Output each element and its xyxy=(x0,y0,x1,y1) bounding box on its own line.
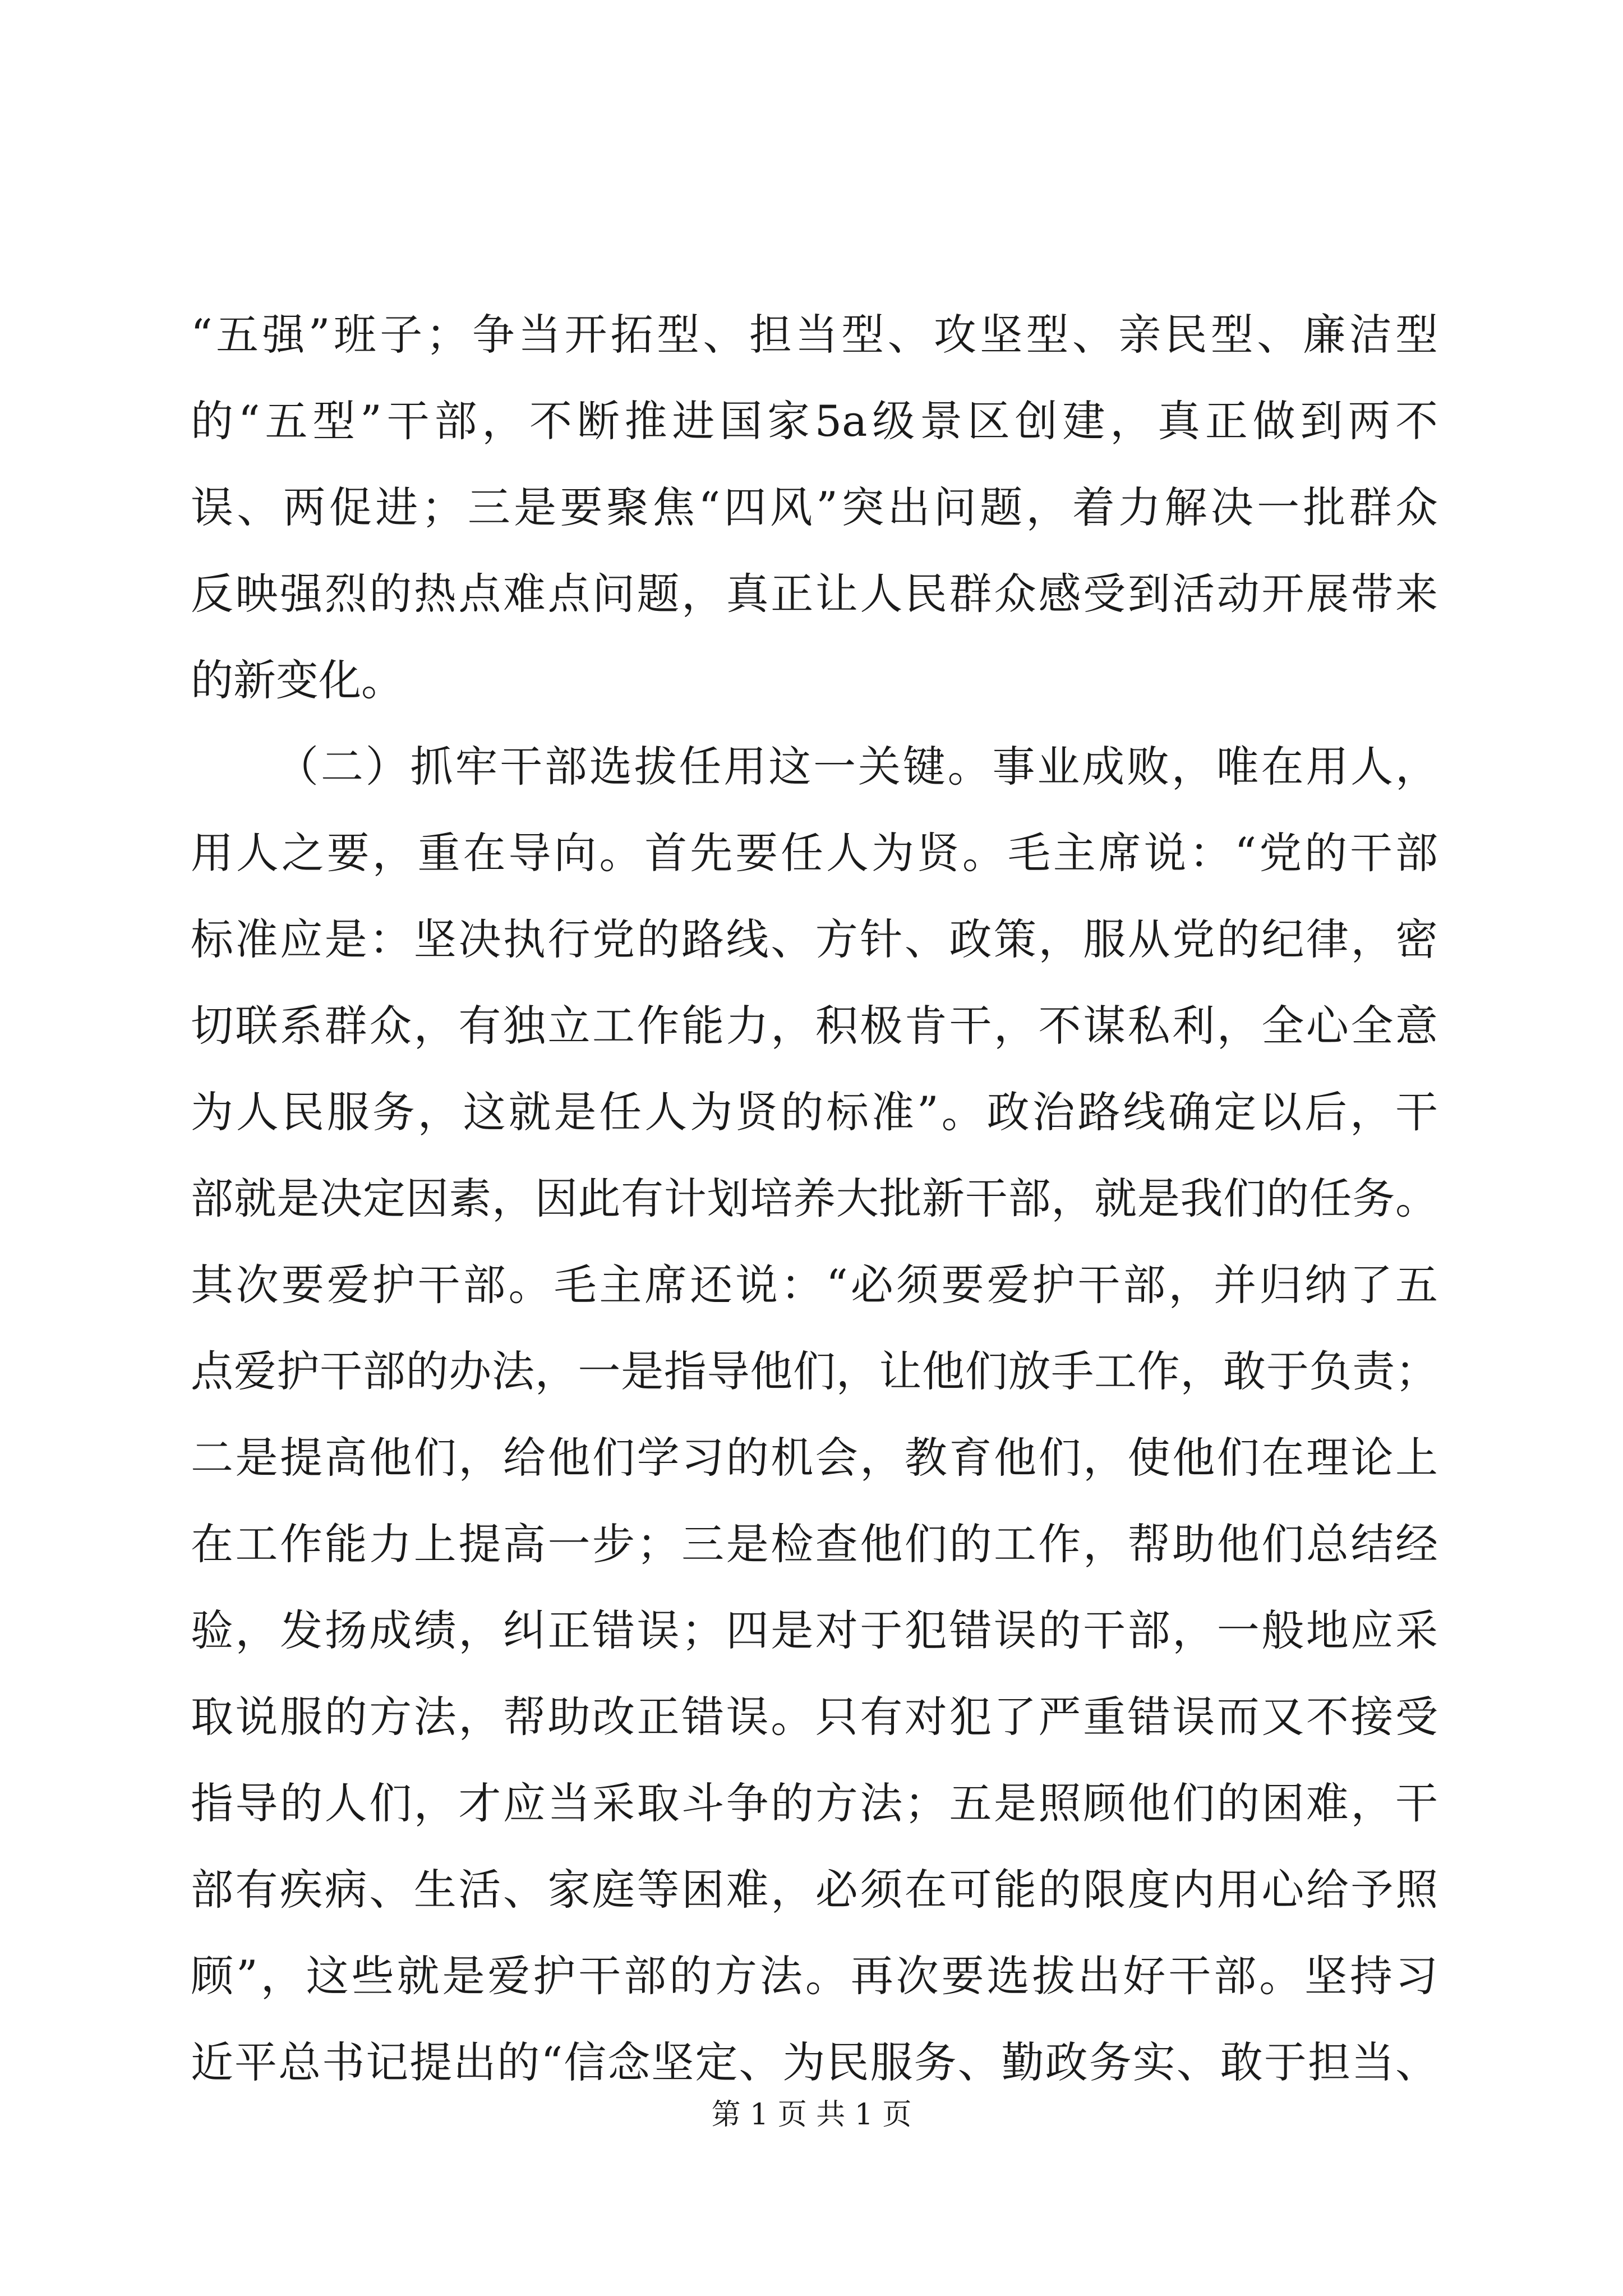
text-line: 误、两促进；三是要聚焦“四风”突出问题，着力解决一批群众 xyxy=(191,482,1438,532)
text-line: 部就是决定因素，因此有计划培养大批新干部，就是我们的任务。 xyxy=(191,1174,1438,1223)
text-line: 二是提高他们，给他们学习的机会，教育他们，使他们在理论上 xyxy=(191,1433,1438,1483)
text-line: 验，发扬成绩，纠正错误；四是对于犯错误的干部，一般地应采 xyxy=(191,1605,1438,1655)
text-line: 指导的人们，才应当采取斗争的方法；五是照顾他们的困难，干 xyxy=(191,1778,1438,1828)
text-line: 部有疾病、生活、家庭等困难，必须在可能的限度内用心给予照 xyxy=(191,1865,1438,1915)
body-text xyxy=(191,292,1438,2106)
text-line: 点爱护干部的办法，一是指导他们，让他们放手工作，敢于负责； xyxy=(191,1346,1438,1396)
text-line: 为人民服务，这就是任人为贤的标准”。政治路线确定以后，干 xyxy=(191,1087,1438,1137)
text-line: 在工作能力上提高一步；三是检查他们的工作，帮助他们总结经 xyxy=(191,1519,1438,1569)
page-footer: 第 1 页 共 1 页 xyxy=(711,2098,912,2132)
text-line: 取说服的方法，帮助改正错误。只有对犯了严重错误而又不接受 xyxy=(191,1692,1438,1742)
text-line: 反映强烈的热点难点问题，真正让人民群众感受到活动开展带来 xyxy=(191,569,1438,619)
text-line: 其次要爱护干部。毛主席还说：“必须要爱护干部，并归纳了五 xyxy=(191,1260,1438,1310)
text-line: 用人之要，重在导向。首先要任人为贤。毛主席说：“党的干部 xyxy=(191,828,1438,878)
text-line: 的“五型”干部，不断推进国家5a级景区创建，真正做到两不 xyxy=(191,396,1438,446)
text-line: 的新变化。 xyxy=(191,655,404,705)
text-line: 近平总书记提出的“信念坚定、为民服务、勤政务实、敢于担当、 xyxy=(191,2037,1438,2087)
text-line: 切联系群众，有独立工作能力，积极肯干，不谋私利，全心全意 xyxy=(191,1001,1438,1051)
text-line: 顾”，这些就是爱护干部的方法。再次要选拔出好干部。坚持习 xyxy=(191,1951,1438,2001)
text-line: （二）抓牢干部选拔任用这一关键。事业成败，唯在用人， xyxy=(276,742,1438,792)
text-line: “五强”班子；争当开拓型、担当型、攻坚型、亲民型、廉洁型 xyxy=(191,310,1438,360)
text-line: 标准应是：坚决执行党的路线、方针、政策，服从党的纪律，密 xyxy=(191,914,1438,964)
